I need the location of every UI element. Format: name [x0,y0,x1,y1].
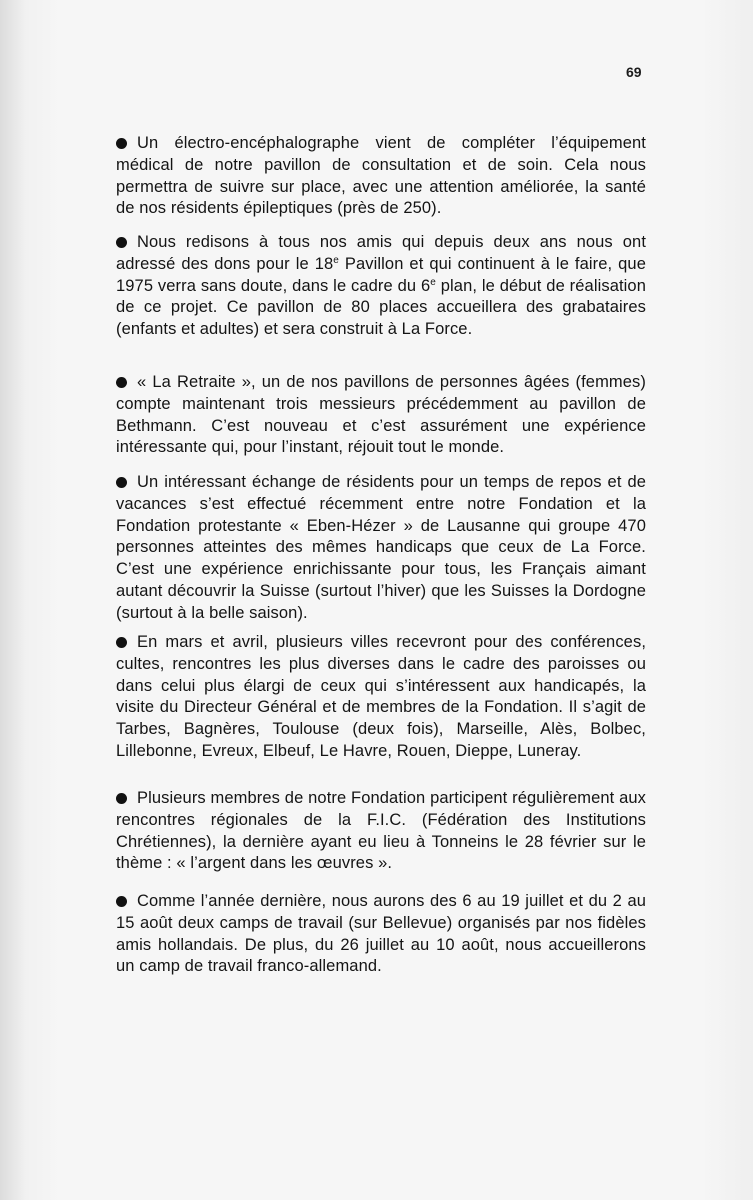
page-number: 69 [626,64,642,80]
paragraph-text: En mars et avril, plusieurs villes recevront pour des conférences, cultes, rencontres les plus diverses dans le cadre des paroisses ou dans celui plus élargi de ceux qui s’intéressent aux handicapés, la visite du Directeur Général et de membres de la Fondation. Il s’agit de Tarbes, Bagnères, Toulouse (deux fois), Marseille, Alès, Bolbec, Lillebonne, Evreux, Elbeuf, Le Havre, Rouen, Dieppe, Luneray. [116,633,646,760]
superscript: e [430,276,436,288]
paragraph-resident-exchange [116,472,646,625]
bullet-icon [116,237,127,248]
superscript: e [333,254,339,266]
paragraph-text: Un électro-encéphalographe vient de compléter l’équipement médical de notre pavillon de consultation et de soin. Cela nous permettra de suivre sur place, avec une attention améliorée, la santé de nos résidents épileptiques (près de 250). [116,134,646,218]
paragraph-text: « La Retraite », un de nos pavillons de personnes âgées (femmes) compte maintenant trois messieurs précédemment au pavillon de Bethmann. C’est nouveau et c’est assurément une expérience intéressante qui, pour l’instant, réjouit tout le monde. [116,373,646,457]
bullet-icon [116,637,127,648]
paragraph-text-part: plan, le début de réalisation de ce projet. Ce pavillon de 80 places accueillera des grabataires (enfants et adultes) et sera construit à La Force. [116,276,646,339]
paragraph-eeg [116,133,646,220]
paragraph-work-camps [116,891,646,978]
bullet-icon [116,793,127,804]
paragraph-text-part: Nous redisons à tous nos amis qui depuis deux ans nous ont adressé des dons pour le 18 [116,233,646,273]
paragraph-text: Comme l’année dernière, nous aurons des 6 au 19 juillet et du 2 au 15 août deux camps de travail (sur Bellevue) organisés par nos fidèles amis hollandais. De plus, du 26 juillet au 10 août, nous accueillerons un camp de travail franco-allemand. [116,892,646,976]
paragraph-la-retraite [116,372,646,459]
bullet-icon [116,377,127,388]
paragraph-text-part: Pavillon et qui continuent à le faire, que 1975 verra sans doute, dans le cadre du 6 [116,254,646,295]
bullet-icon [116,896,127,907]
bullet-icon [116,477,127,488]
paragraph-text: Plusieurs membres de notre Fondation participent régulièrement aux rencontres régionales de la F.I.C. (Fédération des Institutions Chrétiennes), la dernière ayant eu lieu à Tonneins le 28 février sur le thème : « l’argent dans les œuvres ». [116,789,646,873]
paragraph-18th-pavilion [116,232,646,341]
paragraph-city-visits [116,632,646,763]
bullet-icon [116,138,127,149]
paragraph-text: Un intéressant échange de résidents pour un temps de repos et de vacances s’est effectué récemment entre notre Fondation et la Fondation protestante « Eben-Hézer » de Lausanne qui groupe 470 personnes atteintes des mêmes handicaps que ceux de La Force. C’est une expérience enrichissante pour tous, les Français aimant autant découvrir la Suisse (surtout l’hiver) que les Suisses la Dordogne (surtout à la belle saison). [116,473,646,622]
paragraph-fic-meetings [116,788,646,875]
